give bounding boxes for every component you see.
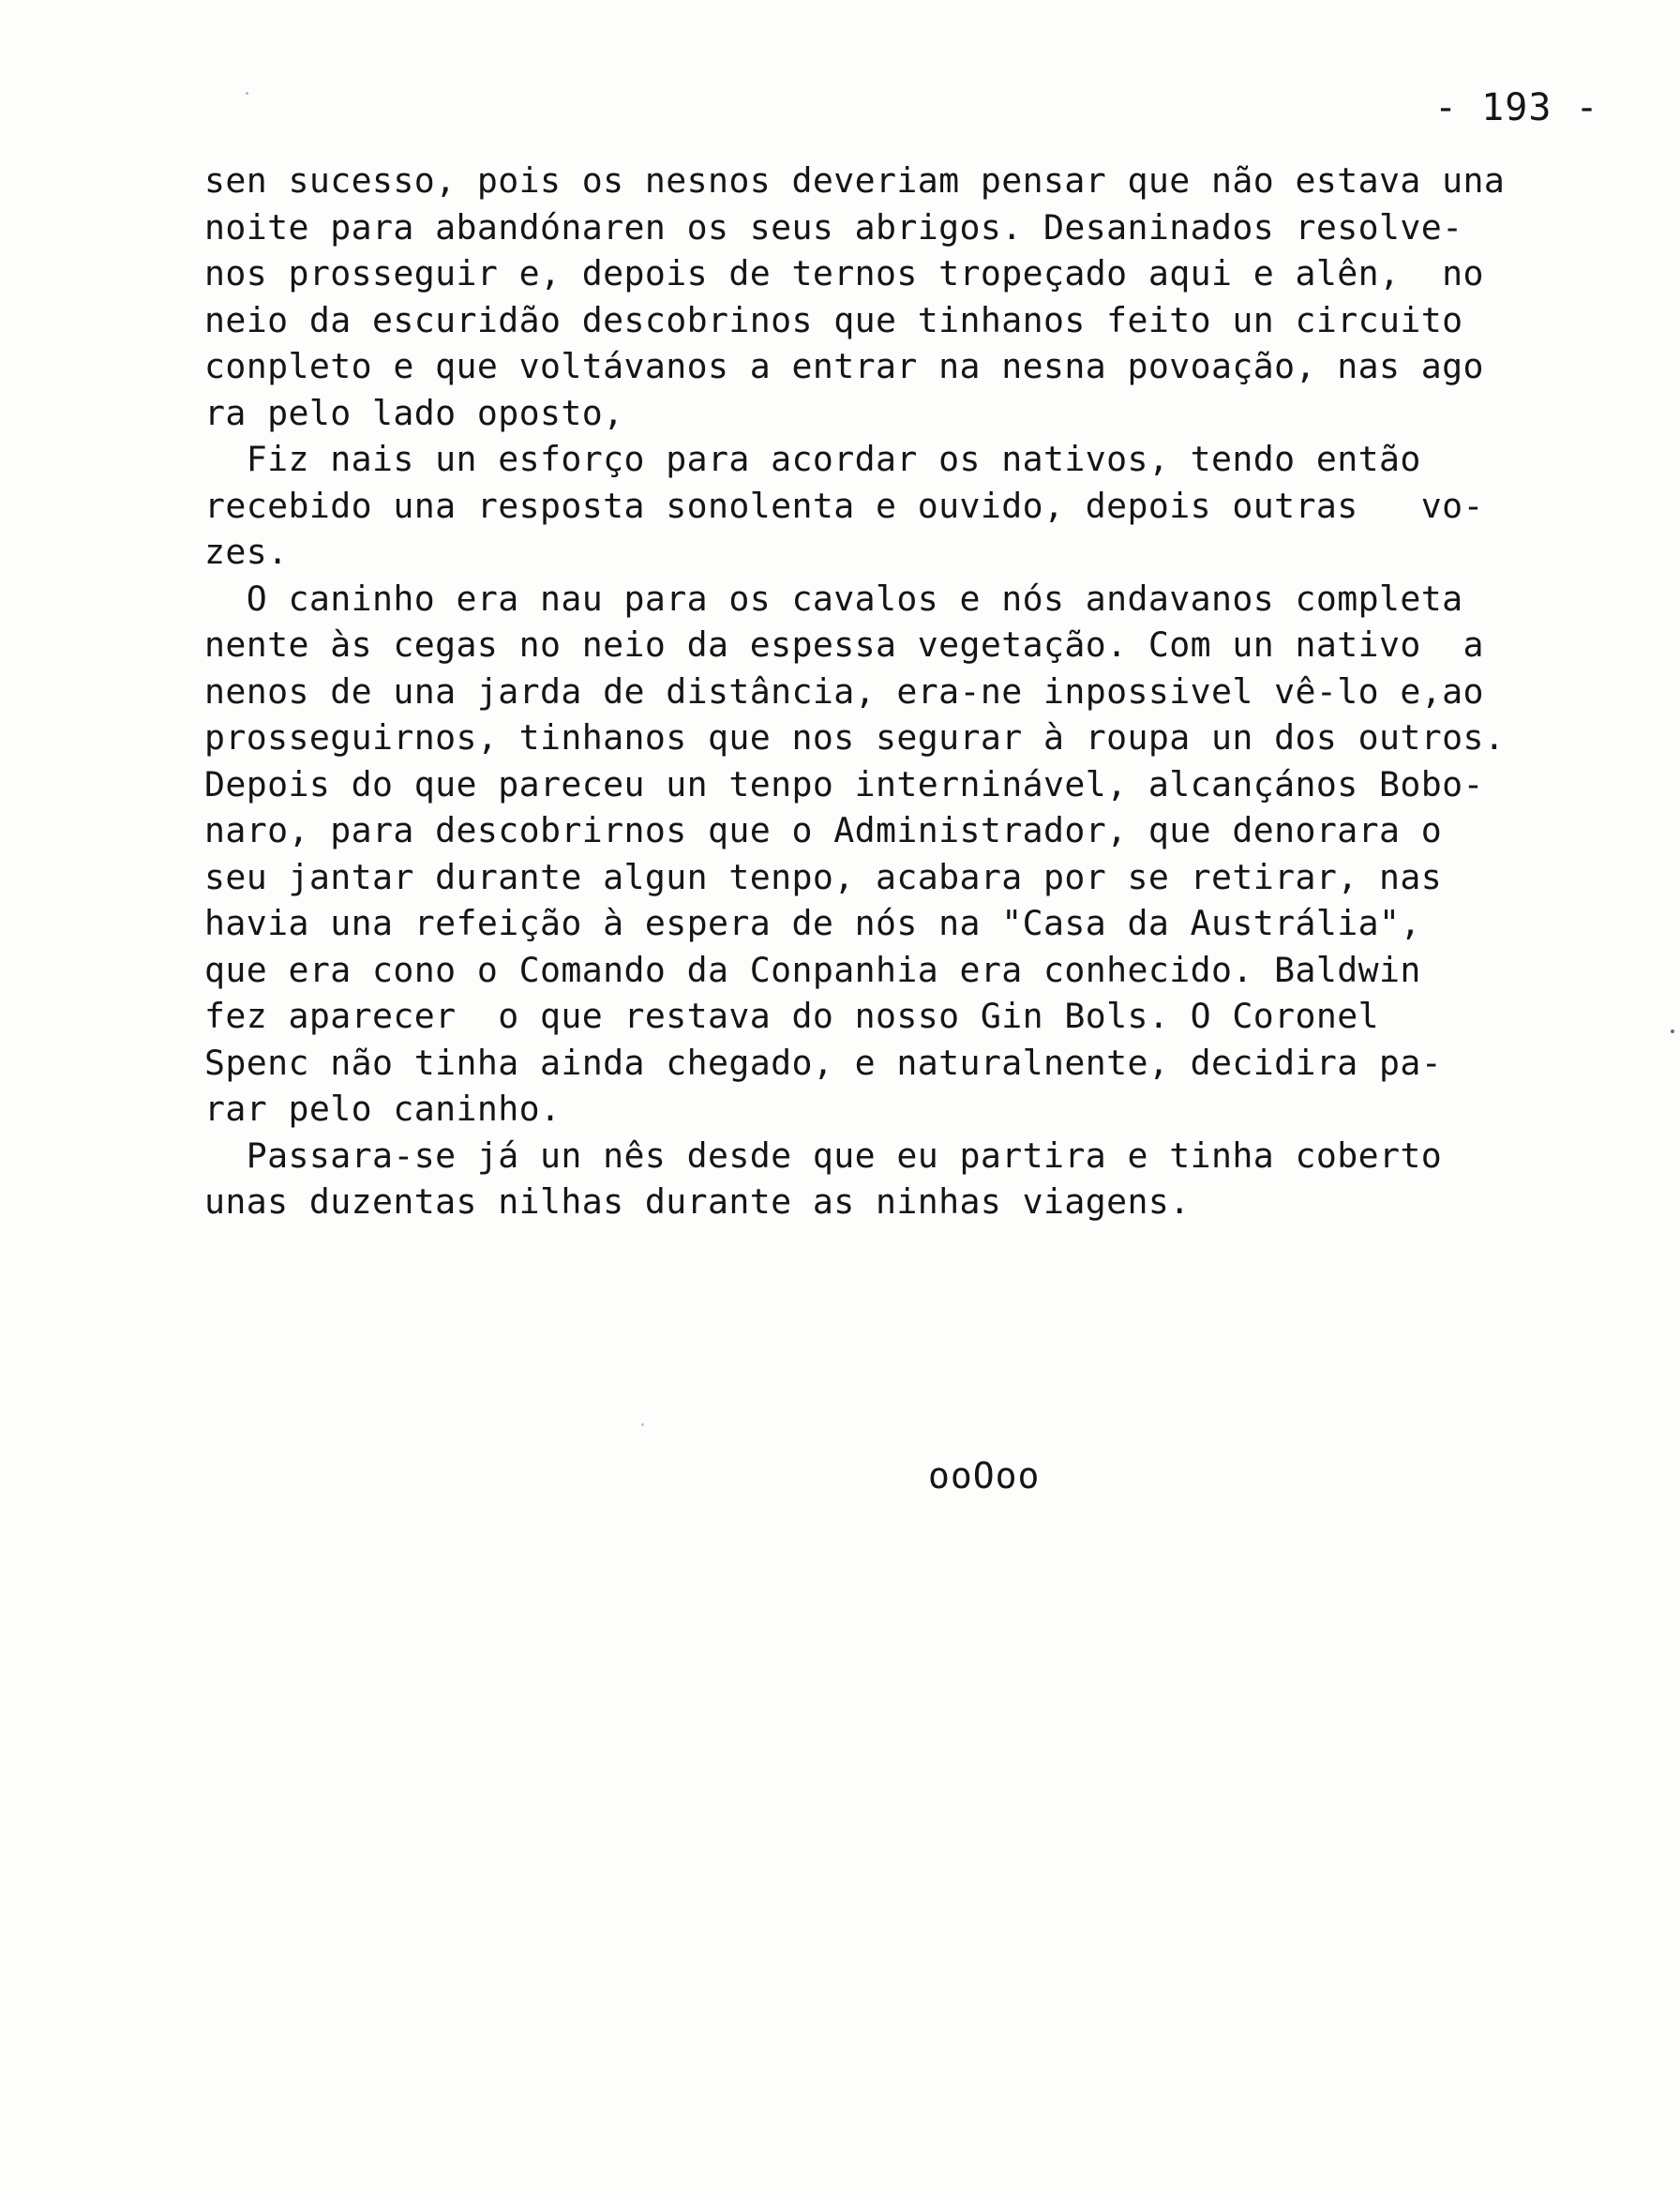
text-line: sen sucesso, pois os nesnos deveriam pensar que não estava una [204,160,1506,201]
text-line: zes. [204,532,289,572]
page-number: - 193 - [1434,86,1599,129]
body-text [204,158,1648,1225]
text-line: seu jantar durante algun tenpo, acabara por se retirar, nas [204,856,1443,897]
text-line: recebido una resposta sonolenta e ouvido, depois outras vo- [204,485,1484,526]
text-line: Passara-se já un nês desde que eu partira e tinha coberto [204,1135,1443,1176]
text-line: fez aparecer o que restava do nosso Gin Bols. O Coronel [204,996,1379,1036]
text-line: nenos de una jarda de distância, era-ne inpossivel vê-lo e,ao [204,670,1484,712]
paper-speck [1671,1029,1674,1033]
text-line: prosseguirnos, tinhanos que nos segurar à roupa un dos outros. [204,717,1506,758]
text-line: que era cono o Comando da Conpanhia era conhecido. Baldwin [204,949,1421,990]
end-mark: ooOoo [928,1455,1041,1496]
text-line: havia una refeição à espera de nós na "Casa da Austrália", [204,903,1421,943]
text-line: Fiz nais un esforço para acordar os nativos, tendo então [204,439,1421,479]
text-line: unas duzentas nilhas durante as ninhas viagens. [204,1181,1191,1222]
text-line: Spenc não tinha ainda chegado, e naturalnente, decidira pa- [204,1042,1443,1083]
text-line: Depois do que pareceu un tenpo interninável, alcançános Bobo- [204,763,1484,804]
text-line: neio da escuridão descobrinos que tinhanos feito un circuito [204,299,1463,340]
text-line: noite para abandónaren os seus abrigos. Desaninados resolve- [204,206,1463,248]
text-line: conpleto e que voltávanos a entrar na nesna povoação, nas ago [204,346,1484,386]
text-line: nente às cegas no neio da espessa vegetação. Com un nativo a [204,624,1484,665]
text-line: rar pelo caninho. [204,1089,562,1129]
text-line: nos prosseguir e, depois de ternos tropeçado aqui e alên, no [204,253,1484,293]
text-line: naro, para descobrirnos que o Administrador, que denorara o [204,810,1443,850]
text-line: O caninho era nau para os cavalos e nós andavanos completa [204,578,1463,619]
paper-speck [246,92,248,95]
paper-speck [641,1423,644,1426]
text-line: ra pelo lado oposto, [204,392,624,433]
